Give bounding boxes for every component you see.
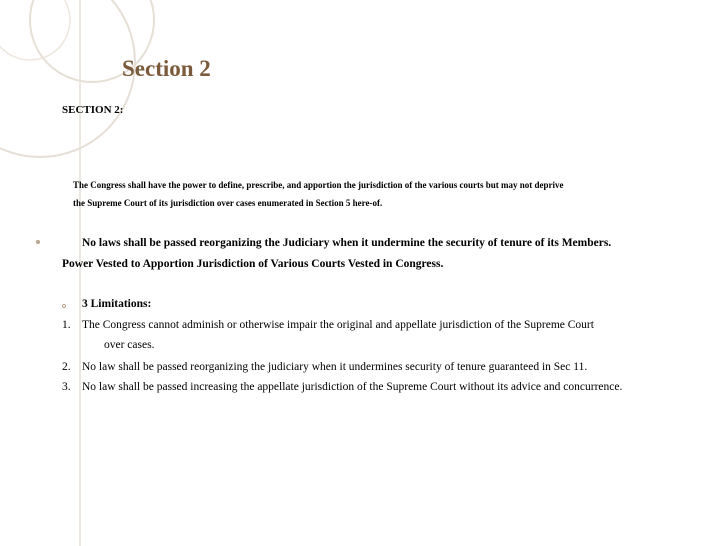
paragraph-line-1: The Congress shall have the power to define, prescribe, and apportion the jurisdiction of the various courts but may not deprive: [73, 180, 564, 190]
list-item-text: No law shall be passed reorganizing the judiciary when it undermines security of tenure guaranteed in Sec 11.: [82, 361, 588, 373]
list-item-text: No law shall be passed increasing the appellate jurisdiction of the Supreme Court without its advice and concurrence.: [82, 381, 623, 393]
list-item-continuation: over cases.: [104, 339, 155, 351]
bullet-text-line-1: No laws shall be passed reorganizing the Judiciary when it undermine the security of tenure of its Members.: [82, 237, 612, 249]
paragraph-line-2: the Supreme Court of its jurisdiction over cases enumerated in Section 5 here-of.: [73, 198, 383, 208]
slide-title: Section 2: [122, 56, 211, 81]
bullet-text-line-2: Power Vested to Apportion Jurisdiction of Various Courts Vested in Congress.: [62, 258, 444, 270]
list-item: [62, 319, 594, 331]
list-item: [62, 361, 587, 373]
list-item: [62, 381, 622, 393]
list-item-number: 3.: [62, 381, 71, 393]
sub-bullet-icon: [62, 304, 66, 308]
bullet-dot-icon: [36, 240, 40, 244]
section-heading: SECTION 2:: [62, 104, 124, 116]
limitations-label: 3 Limitations:: [82, 298, 152, 310]
list-item-number: 1.: [62, 319, 71, 331]
list-item-text: The Congress cannot adminish or otherwise impair the original and appellate jurisdiction of the Supreme Court: [82, 319, 594, 331]
list-item-number: 2.: [62, 361, 71, 373]
